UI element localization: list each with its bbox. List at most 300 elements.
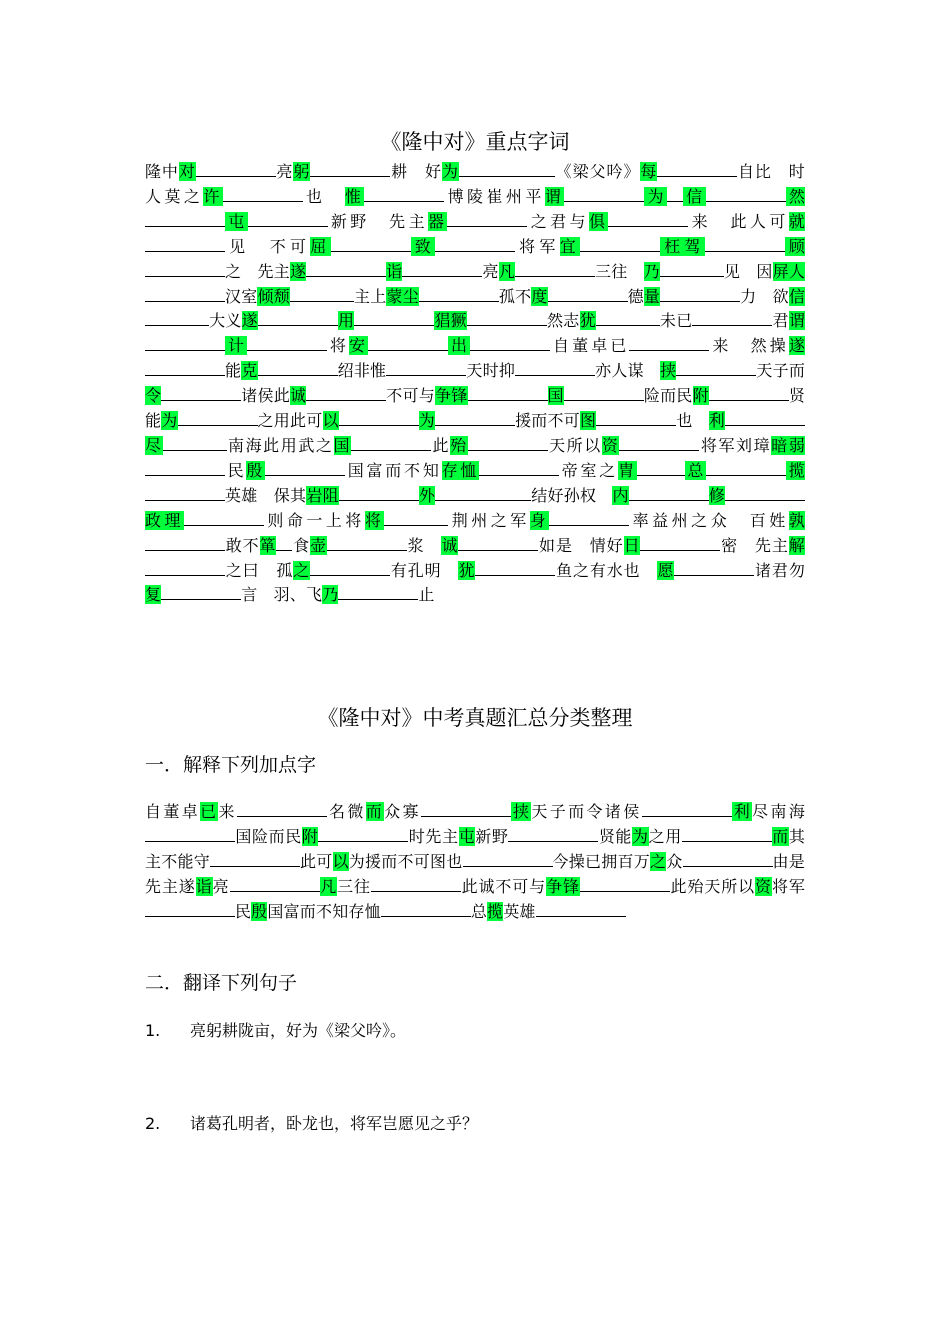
answer-blank[interactable] [145, 236, 225, 252]
passage-text: 耕 好 [390, 162, 442, 181]
answer-blank[interactable] [458, 535, 538, 551]
answer-blank[interactable] [276, 535, 292, 551]
passage-text: 《梁父吟》 [554, 162, 641, 181]
key-word-highlight: 以 [332, 852, 349, 871]
answer-blank[interactable] [145, 485, 225, 501]
key-word-highlight: 修 [708, 485, 726, 505]
answer-blank[interactable] [210, 851, 300, 867]
question-text: 亮躬耕陇亩，好为《梁父吟》。 [190, 1021, 407, 1040]
phrase-text: 今操已拥百万 [552, 852, 651, 871]
passage-text: 则命一上将 [264, 510, 365, 530]
key-word-highlight: 许 [203, 186, 223, 206]
answer-blank[interactable] [223, 186, 303, 202]
key-word-highlight: 然 [785, 186, 806, 206]
passage-text: 诸侯此 [241, 386, 291, 406]
answer-blank[interactable] [306, 261, 386, 277]
passage-text: 抑 [498, 361, 516, 381]
answer-blank[interactable] [371, 876, 461, 892]
answer-blank[interactable] [161, 310, 209, 326]
key-word-highlight: 愿 [657, 560, 675, 580]
vocab-title: 《隆中对》重点字词 [380, 130, 570, 154]
phrase-text: 尽南海 [752, 802, 806, 821]
phrase-text: 天子而令诸侯 [531, 802, 642, 821]
passage-text: 之 [257, 411, 274, 431]
key-word-highlight: 信 [788, 286, 806, 306]
key-word-highlight: 利 [708, 411, 726, 431]
answer-blank[interactable] [196, 161, 276, 177]
key-word-highlight: 顾 [784, 236, 806, 256]
passage-text: 亮 [275, 162, 294, 181]
key-word-highlight: 凡 [498, 261, 515, 281]
passage-text: 国富而不知 [345, 460, 442, 480]
answer-blank[interactable] [248, 211, 328, 227]
question-text: 诸葛孔明者，卧龙也，将军岂愿见之乎？ [190, 1114, 479, 1133]
answer-blank[interactable] [467, 310, 547, 326]
passage-text: 食 [292, 535, 311, 555]
key-word-highlight: 日 [623, 535, 641, 555]
answer-blank[interactable] [619, 435, 699, 451]
passage-text: 已 [610, 336, 630, 356]
passage-text: 援而不可 [515, 411, 581, 431]
passage-text: 南海此用武之 [226, 435, 334, 455]
answer-blank[interactable] [676, 360, 756, 376]
answer-blank[interactable] [338, 584, 418, 600]
key-word-highlight: 身 [529, 510, 550, 530]
answer-blank[interactable] [468, 385, 548, 401]
answer-blank[interactable] [637, 460, 685, 476]
answer-blank[interactable] [237, 801, 327, 817]
passage-text: 能 [225, 361, 242, 381]
key-word-highlight: 孰 [788, 510, 805, 530]
passage-text: 然志 [546, 311, 580, 331]
answer-blank[interactable] [608, 211, 688, 227]
answer-blank[interactable] [706, 186, 786, 202]
key-word-highlight: 为 [632, 827, 649, 846]
answer-blank[interactable] [508, 826, 598, 842]
answer-blank[interactable] [384, 510, 416, 526]
passage-text: 有孔明 [390, 560, 459, 580]
phrase-text: 国富而不知存恤 [267, 902, 381, 921]
phrase-text: 名微 [326, 802, 366, 821]
passage-text: 可与 [402, 386, 436, 406]
answer-blank[interactable] [368, 335, 448, 351]
passage-text: 三往 [594, 261, 644, 281]
phrase-text: 三往 [337, 877, 371, 896]
answer-blank[interactable] [674, 560, 754, 576]
phrase-text: 英雄 [503, 902, 536, 921]
passage-text: 来 此人可 [688, 211, 789, 231]
passage-text: 贤能 [145, 386, 806, 431]
answer-blank[interactable] [580, 236, 660, 252]
phrase-text: 民 [235, 902, 252, 921]
key-word-highlight: 遂 [241, 311, 258, 331]
passage-text: 汉室 [225, 286, 258, 306]
key-word-highlight: 乃 [643, 261, 660, 281]
key-word-highlight: 每 [640, 162, 658, 181]
key-word-highlight: 胄 [618, 460, 637, 480]
phrase-text: 为援而不可图也 [348, 852, 463, 871]
answer-blank[interactable] [548, 286, 628, 302]
key-word-highlight: 遂 [788, 336, 806, 356]
answer-blank[interactable] [145, 535, 225, 551]
answer-blank[interactable] [515, 261, 595, 277]
passage-text: 天所以 [547, 435, 602, 455]
answer-blank[interactable] [435, 485, 515, 501]
key-word-highlight: 国 [333, 435, 352, 455]
key-word-highlight: 复 [145, 585, 162, 605]
answer-blank[interactable] [258, 360, 338, 376]
key-word-highlight: 倾颓 [257, 286, 290, 306]
answer-blank[interactable] [725, 410, 805, 426]
answer-blank[interactable] [178, 410, 258, 426]
answer-blank[interactable] [145, 335, 225, 351]
key-word-highlight: 为 [644, 186, 667, 206]
answer-blank[interactable] [705, 236, 785, 252]
answer-blank[interactable] [536, 901, 626, 917]
answer-blank[interactable] [209, 560, 225, 576]
answer-blank[interactable] [706, 460, 786, 476]
key-word-highlight: 宜 [559, 236, 581, 256]
answer-blank[interactable] [354, 310, 434, 326]
key-word-highlight: 总 [684, 460, 707, 480]
key-word-highlight: 殆 [450, 435, 468, 455]
key-word-highlight: 克 [241, 361, 258, 381]
key-word-highlight: 箪 [259, 535, 277, 555]
answer-blank[interactable] [419, 286, 499, 302]
answer-blank[interactable] [629, 335, 709, 351]
answer-blank[interactable] [310, 560, 390, 576]
passage-text: 未 [659, 311, 677, 331]
passage-text: 自董卓 [550, 336, 611, 356]
key-word-highlight: 挟 [660, 361, 677, 381]
key-word-highlight: 诚 [290, 386, 307, 406]
answer-blank[interactable] [364, 186, 444, 202]
answer-blank[interactable] [596, 310, 660, 326]
answer-blank[interactable] [145, 460, 225, 476]
key-word-highlight: 诣 [195, 877, 213, 896]
passage-text: 险而民 [643, 386, 693, 406]
answer-blank[interactable] [381, 901, 471, 917]
passage-text: 敢不 [225, 535, 260, 555]
answer-blank[interactable] [667, 186, 683, 202]
passage-text: 亦人谋 [595, 361, 661, 381]
answer-blank[interactable] [596, 410, 676, 426]
key-word-highlight: 躬 [293, 162, 311, 181]
translate-question [145, 1113, 478, 1135]
answer-blank[interactable] [692, 310, 772, 326]
key-word-highlight: 附 [692, 386, 709, 406]
passage-text: 亮 [482, 261, 499, 281]
key-word-highlight: 令 [145, 386, 162, 406]
passage-text: 新野 先主 [327, 211, 429, 231]
key-word-highlight: 殷 [251, 902, 268, 921]
question-number: 1. [145, 1021, 161, 1040]
key-word-highlight: 屯 [225, 211, 248, 231]
passage-text: 止 [418, 585, 435, 605]
key-word-highlight: 诚 [441, 535, 459, 555]
key-word-highlight: 为 [161, 411, 178, 431]
answer-blank[interactable] [184, 510, 264, 526]
section-heading-translate: 二．翻译下列句子 [145, 972, 298, 994]
key-word-highlight: 凡 [319, 877, 338, 896]
key-word-highlight: 致 [410, 236, 436, 256]
question-number: 2. [145, 1114, 161, 1133]
answer-blank[interactable] [265, 460, 345, 476]
passage-text: 君 [772, 311, 789, 331]
passage-text: 之 [527, 211, 551, 231]
key-word-highlight: 已 [200, 802, 219, 821]
phrase-text: 贤能 [598, 827, 633, 846]
passage-text: 绍 [337, 361, 354, 381]
answer-blank[interactable] [421, 801, 511, 817]
key-word-highlight: 暗弱 [771, 435, 806, 455]
passage-text: 隆中 [145, 162, 179, 181]
answer-blank[interactable] [435, 236, 515, 252]
key-word-highlight: 俱 [588, 211, 609, 231]
passage-text: 非惟 [353, 361, 387, 381]
phrase-text: 其主不能守 [145, 827, 806, 871]
passage-text: 之曰 孤 [225, 560, 294, 580]
key-word-highlight: 揽 [487, 902, 504, 921]
key-word-highlight: 谓 [544, 186, 565, 206]
passage-text: 荆州之军 [448, 510, 530, 530]
key-word-highlight: 争锋 [435, 386, 468, 406]
passage-text: 见 不可 [225, 236, 311, 256]
key-word-highlight: 谓 [788, 311, 806, 331]
key-word-highlight: 国 [547, 386, 564, 406]
passage-text: 博陵崔州平 [444, 186, 545, 206]
answer-blank[interactable] [640, 535, 720, 551]
key-word-highlight: 安 [349, 336, 369, 356]
key-word-highlight: 壶 [310, 535, 327, 555]
passage-text: 已 [676, 311, 693, 331]
passage-text: 帝室之 [559, 460, 619, 480]
phrase-text: 众 [666, 852, 683, 871]
answer-blank[interactable] [145, 360, 225, 376]
passage-text: 德 [627, 286, 644, 306]
key-word-highlight: 外 [418, 485, 436, 505]
answer-blank[interactable] [416, 510, 448, 526]
passage-text: 密 先主 [720, 535, 789, 555]
passage-text: 将军 [699, 435, 737, 455]
passage-text: 将军 [515, 236, 560, 256]
answer-blank[interactable] [642, 801, 732, 817]
answer-blank[interactable] [515, 485, 531, 501]
answer-blank[interactable] [306, 286, 354, 302]
answer-blank[interactable] [179, 435, 227, 451]
phrase-text: 此可 [299, 852, 333, 871]
phrase-text: 之用 [648, 827, 682, 846]
key-word-highlight: 殷 [246, 460, 266, 480]
answer-blank[interactable] [145, 261, 225, 277]
passage-text: 天子而 [756, 361, 806, 381]
vocab-passage [145, 160, 805, 608]
key-word-highlight: 图 [580, 411, 597, 431]
answer-blank[interactable] [258, 310, 338, 326]
answer-blank[interactable] [470, 335, 550, 351]
answer-blank[interactable] [468, 435, 548, 451]
phrase-text: 时先主 [408, 827, 459, 846]
key-word-highlight: 信 [682, 186, 706, 206]
passage-text: 也 [676, 411, 709, 431]
answer-blank[interactable] [725, 485, 805, 501]
passage-text: 此 [431, 435, 451, 455]
passage-text: 鱼之有水也 [555, 560, 658, 580]
passage-text: 自比 时人莫之 [145, 162, 805, 206]
answer-blank[interactable] [475, 560, 555, 576]
key-word-highlight: 为 [441, 162, 459, 181]
key-word-highlight: 挟 [510, 802, 532, 821]
phrase-text: 来 [218, 802, 237, 821]
answer-blank[interactable] [386, 360, 466, 376]
answer-blank[interactable] [549, 510, 629, 526]
passage-text: 见 因 [723, 261, 773, 281]
key-word-highlight: 诣 [386, 261, 403, 281]
phrase-text: 由是先主遂 [145, 852, 806, 896]
answer-blank[interactable] [318, 826, 408, 842]
section-heading-explain: 一．解释下列加点字 [145, 754, 317, 776]
key-word-highlight: 而 [771, 827, 789, 846]
passage-text: 结好孙权 [531, 485, 613, 505]
phrase-text: 总 [470, 902, 488, 921]
key-word-highlight: 解 [788, 535, 805, 555]
answer-blank[interactable] [290, 286, 306, 302]
key-word-highlight: 蒙尘 [386, 286, 419, 306]
answer-blank[interactable] [580, 876, 670, 892]
key-word-highlight: 存恤 [441, 460, 480, 480]
answer-blank[interactable] [327, 535, 407, 551]
answer-blank[interactable] [434, 261, 482, 277]
answer-blank[interactable] [145, 826, 235, 842]
phrase-text: 国险而民 [235, 827, 302, 846]
passage-text: 来 然操 [709, 336, 789, 356]
answer-blank[interactable] [657, 161, 737, 177]
key-word-highlight: 出 [448, 336, 471, 356]
passage-text: 英雄 保其 [225, 485, 307, 505]
answer-blank[interactable] [310, 161, 390, 177]
key-word-highlight: 争锋 [546, 877, 580, 896]
answer-blank[interactable] [479, 460, 559, 476]
passage-text: 诸君勿 [754, 560, 806, 580]
answer-blank[interactable] [145, 901, 235, 917]
answer-blank[interactable] [145, 211, 225, 227]
phrase-text: 自董卓 [145, 802, 201, 821]
key-word-highlight: 而 [365, 802, 385, 821]
passage-text: 力 欲 [740, 286, 789, 306]
answer-blank[interactable] [145, 310, 161, 326]
answer-blank[interactable] [629, 485, 709, 501]
key-word-highlight: 计 [225, 336, 248, 356]
key-word-highlight: 屯 [458, 827, 476, 846]
key-word-highlight: 之 [650, 852, 667, 871]
passage-text: 天时 [466, 361, 499, 381]
phrase-text: 新野 [475, 827, 509, 846]
answer-blank[interactable] [351, 435, 431, 451]
key-word-highlight: 度 [531, 286, 548, 306]
key-word-highlight: 屈 [310, 236, 331, 256]
passage-text: 主上 [353, 286, 387, 306]
answer-blank[interactable] [145, 560, 209, 576]
phrase-text: 将军 [771, 877, 806, 896]
answer-blank[interactable] [435, 410, 515, 426]
key-word-highlight: 资 [755, 877, 772, 896]
answer-blank[interactable] [709, 385, 789, 401]
translate-question [145, 1020, 406, 1042]
key-word-highlight: 以 [322, 411, 339, 431]
key-word-highlight: 对 [178, 162, 196, 181]
answer-blank[interactable] [660, 286, 740, 302]
phrase-text: 此诚不可与 [460, 877, 547, 896]
phrase-text: 众寡 [384, 802, 421, 821]
passage-text: 率益州之众 百姓 [629, 510, 789, 530]
key-word-highlight: 资 [601, 435, 620, 455]
passage-text: 民 [225, 460, 247, 480]
key-word-highlight: 器 [428, 211, 448, 231]
key-word-highlight: 内 [612, 485, 629, 505]
answer-blank[interactable] [447, 211, 527, 227]
key-word-highlight: 政理 [145, 510, 185, 530]
passage-text: 之 先主 [225, 261, 290, 281]
answer-blank[interactable] [145, 286, 225, 302]
passage-text: 用此可 [273, 411, 323, 431]
key-word-highlight: 遂 [289, 261, 307, 281]
passage-text: 大义 [209, 311, 242, 331]
answer-blank[interactable] [564, 385, 644, 401]
answer-blank[interactable] [515, 360, 595, 376]
passage-text: 如是 情好 [538, 535, 624, 555]
explain-exercise [145, 799, 805, 924]
answer-blank[interactable] [660, 261, 724, 277]
answer-blank[interactable] [161, 385, 241, 401]
answer-blank[interactable] [163, 435, 179, 451]
passage-text: 将 [327, 336, 350, 356]
answer-blank[interactable] [230, 876, 320, 892]
answer-blank[interactable] [306, 385, 386, 401]
answer-blank[interactable] [463, 851, 553, 867]
answer-blank[interactable] [402, 261, 434, 277]
answer-blank[interactable] [564, 186, 644, 202]
key-word-highlight: 将 [364, 510, 385, 530]
passage-text: 言 羽、飞 [241, 585, 323, 605]
passage-text: 刘璋 [736, 435, 772, 455]
answer-blank[interactable] [247, 335, 327, 351]
answer-blank[interactable] [682, 826, 772, 842]
answer-blank[interactable] [683, 851, 773, 867]
exam-title: 《隆中对》中考真题汇总分类整理 [317, 706, 633, 730]
key-word-highlight: 之 [293, 560, 311, 580]
key-word-highlight: 尽 [145, 435, 163, 455]
passage-text: 君与 [550, 211, 589, 231]
answer-blank[interactable] [459, 161, 555, 177]
passage-text: 孤不 [498, 286, 532, 306]
key-word-highlight: 猖獗 [434, 311, 467, 331]
passage-text: 浆 [406, 535, 442, 555]
answer-blank[interactable] [161, 584, 241, 600]
key-word-highlight: 犹 [579, 311, 596, 331]
key-word-highlight: 岩阻 [306, 485, 339, 505]
answer-blank[interactable] [331, 236, 411, 252]
key-word-highlight: 枉驾 [660, 236, 705, 256]
key-word-highlight: 揽 [786, 460, 805, 480]
key-word-highlight: 用 [337, 311, 355, 331]
answer-blank[interactable] [339, 410, 419, 426]
phrase-text: 亮 [212, 877, 230, 896]
phrase-text: 此殆天所以 [669, 877, 756, 896]
answer-blank[interactable] [339, 485, 419, 501]
passage-text: 不 [386, 386, 403, 406]
key-word-highlight: 乃 [322, 585, 339, 605]
key-word-highlight: 惟 [344, 186, 365, 206]
